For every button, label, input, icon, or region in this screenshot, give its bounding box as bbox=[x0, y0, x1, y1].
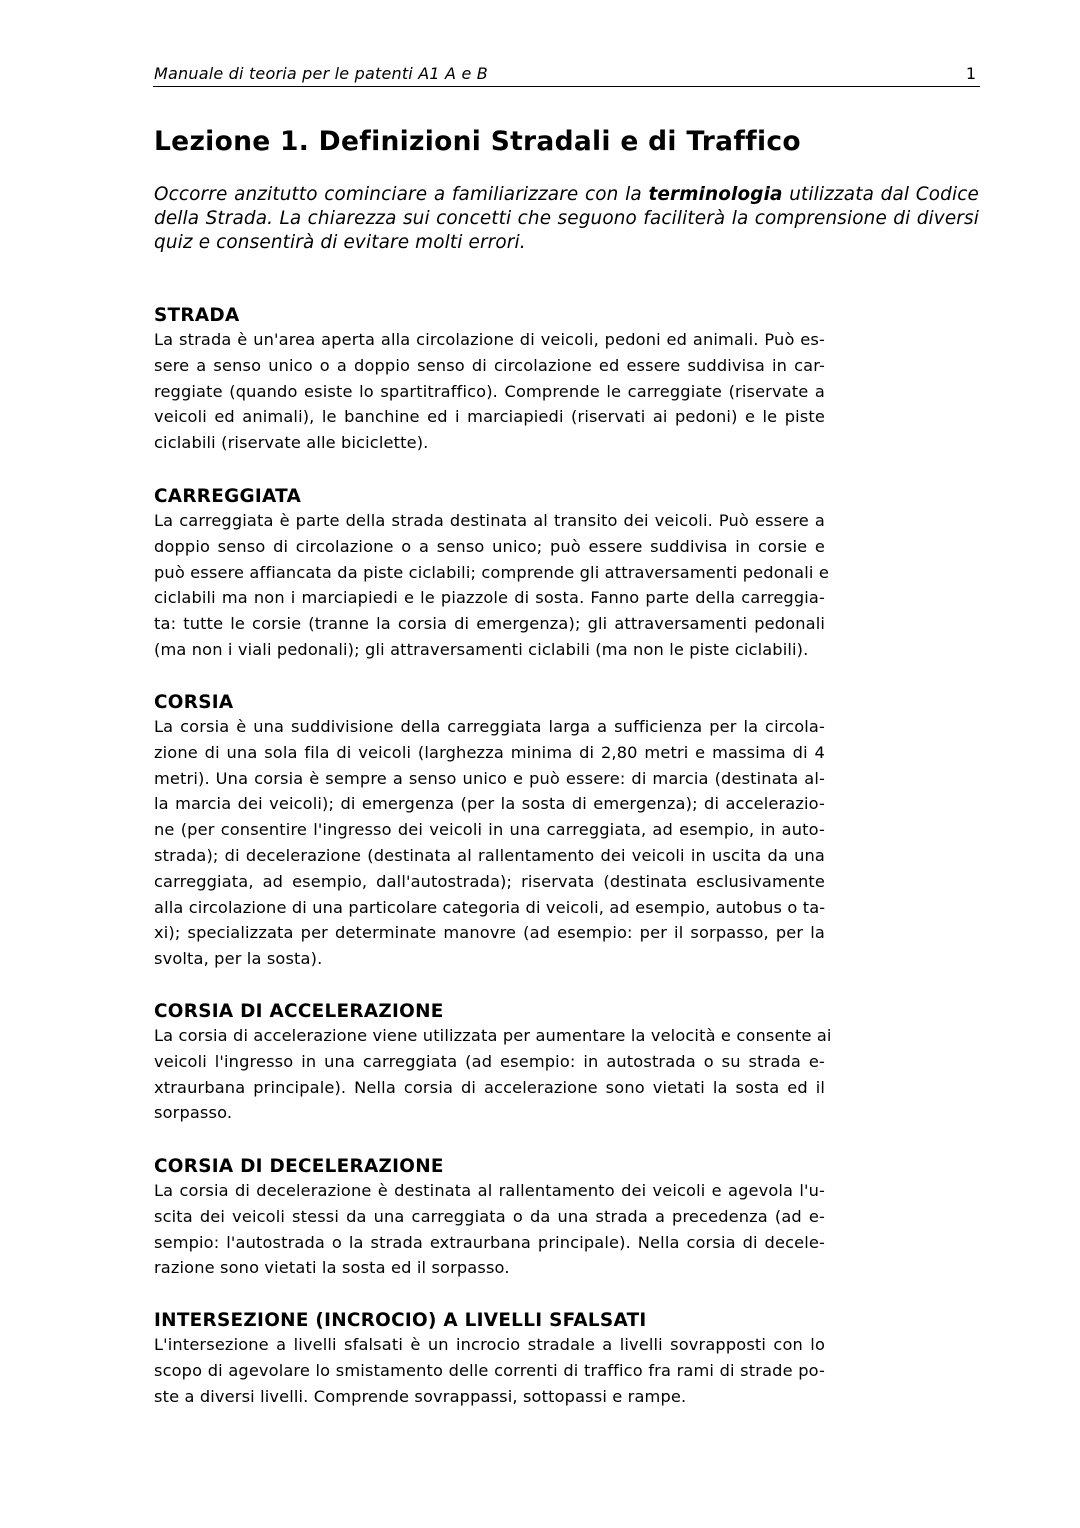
text-line: La corsia è una suddivisione della carreggiata larga a sufficienza per la circola- bbox=[154, 717, 825, 736]
text-line: sorpasso. bbox=[154, 1103, 233, 1123]
text-line: ciclabili (riservate alle biciclette). bbox=[154, 433, 429, 453]
section-carreggiata bbox=[154, 485, 829, 663]
text-line: reggiate (quando esiste lo spartitraffico). Comprende le carreggiate (riservate a bbox=[154, 381, 825, 401]
section-body bbox=[154, 714, 825, 972]
text-line: ta: tutte le corsie (tranne la corsia di emergenza); gli attraversamenti pedonali bbox=[154, 614, 825, 634]
text-line: La carreggiata è parte della strada destinata al transito dei veicoli. Può essere a bbox=[154, 511, 825, 530]
text-line: veicoli ed animali), le banchine ed i marciapiedi (riservati ai pedoni) e le piste bbox=[154, 407, 825, 427]
text-line: xi); specializzata per determinate manovre (ad esempio: per il sorpasso, per la bbox=[154, 923, 825, 943]
text-line: svolta, per la sosta). bbox=[154, 949, 323, 969]
text-line: strada); di decelerazione (destinata al rallentamento dei veicoli in uscita da una bbox=[154, 845, 825, 865]
text-line: può essere affiancata da piste ciclabili; comprende gli attraversamenti pedonali e bbox=[154, 562, 829, 582]
header-title: Manuale di teoria per le patenti A1 A e B bbox=[154, 64, 488, 83]
text-line: la marcia dei veicoli); di emergenza (per la sosta di emergenza); di accelerazio- bbox=[154, 794, 825, 814]
section-body bbox=[154, 1023, 832, 1126]
section-strada bbox=[154, 304, 825, 456]
text-line: ste a diversi livelli. Comprende sovrappassi, sottopassi e rampe. bbox=[154, 1386, 687, 1406]
text-line: sempio: l'autostrada o la strada extraurbana principale). Nella corsia di decele- bbox=[154, 1232, 825, 1252]
running-header bbox=[153, 64, 980, 87]
intro-paragraph bbox=[154, 183, 979, 255]
text-line: (ma non i viali pedonali); gli attraversamenti ciclabili (ma non le piste ciclabili). bbox=[154, 639, 809, 659]
text-line: carreggiata, ad esempio, dall'autostrada); riservata (destinata esclusivamente bbox=[154, 871, 825, 891]
text-line: metri). Una corsia è sempre a senso unico e può essere: di marcia (destinata al- bbox=[154, 768, 825, 788]
section-title: CORSIA DI DECELERAZIONE bbox=[154, 1156, 444, 1177]
text-line: doppio senso di circolazione o a senso unico; può essere suddivisa in corsie e bbox=[154, 536, 825, 556]
text-line: ciclabili ma non i marciapiedi e le piazzole di sosta. Fanno parte della carreggia- bbox=[154, 588, 825, 608]
page-number: 1 bbox=[965, 64, 976, 83]
text-line: xtraurbana principale). Nella corsia di accelerazione sono vietati la sosta ed il bbox=[154, 1077, 825, 1097]
section-body bbox=[154, 1332, 825, 1409]
text-line: La strada è un'area aperta alla circolazione di veicoli, pedoni ed animali. Può es- bbox=[154, 330, 825, 349]
section-corsia bbox=[154, 691, 825, 972]
text-line: alla circolazione di una particolare categoria di veicoli, ad esempio, autobus o ta- bbox=[154, 897, 826, 917]
section-title: CORSIA DI ACCELERAZIONE bbox=[154, 1001, 444, 1022]
intro-text-1: Occorre anzitutto cominciare a familiarizzare con la bbox=[154, 184, 649, 205]
section-body bbox=[154, 508, 829, 663]
section-title: STRADA bbox=[154, 305, 240, 326]
text-line: La corsia di accelerazione viene utilizzata per aumentare la velocità e consente ai bbox=[154, 1026, 832, 1045]
section-title: CARREGGIATA bbox=[154, 486, 302, 507]
section-title: CORSIA bbox=[154, 692, 234, 713]
text-line: scita dei veicoli stessi da una carreggiata o da una strada a precedenza (ad e- bbox=[154, 1206, 825, 1226]
lesson-title: Lezione 1. Definizioni Stradali e di Traffico bbox=[154, 126, 801, 157]
text-line: scopo di agevolare lo smistamento delle correnti di traffico fra rami di strade po- bbox=[154, 1360, 825, 1380]
text-line: sere a senso unico o a doppio senso di circolazione ed essere suddivisa in car- bbox=[154, 355, 825, 375]
section-body bbox=[154, 327, 825, 456]
text-line: zione di una sola fila di veicoli (larghezza minima di 2,80 metri e massima di 4 bbox=[154, 742, 825, 762]
section-body bbox=[154, 1178, 825, 1281]
section-intersezione-a-livelli-sfalsati bbox=[154, 1309, 825, 1409]
section-title: INTERSEZIONE (INCROCIO) A LIVELLI SFALSATI bbox=[154, 1310, 647, 1331]
intro-keyword: terminologia bbox=[648, 184, 783, 205]
text-line: L'intersezione a livelli sfalsati è un incrocio stradale a livelli sovrapposti con lo bbox=[154, 1335, 825, 1354]
text-line: La corsia di decelerazione è destinata al rallentamento dei veicoli e agevola l'u- bbox=[154, 1181, 825, 1200]
section-corsia-di-accelerazione bbox=[154, 1000, 832, 1126]
text-line: ne (per consentire l'ingresso dei veicoli in una carreggiata, ad esempio, in auto- bbox=[154, 820, 825, 840]
text-line: veicoli l'ingresso in una carreggiata (ad esempio: in autostrada o su strada e- bbox=[154, 1051, 825, 1071]
intro-text-2: utilizzata dal Codice della Strada. La chiarezza sui concetti che seguono faciliterà la comprensione di diversi quiz e consentirà di evitare molti errori. bbox=[154, 184, 979, 253]
text-line: razione sono vietati la sosta ed il sorpasso. bbox=[154, 1258, 510, 1278]
section-corsia-di-decelerazione bbox=[154, 1155, 825, 1281]
